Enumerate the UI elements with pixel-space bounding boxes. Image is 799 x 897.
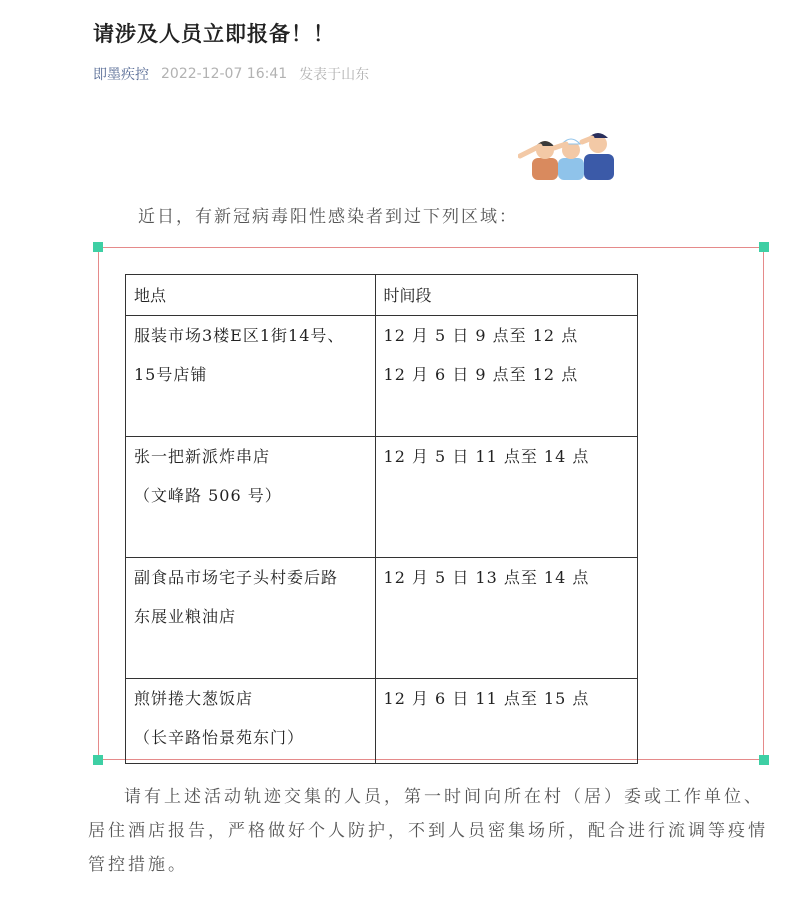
article-meta	[93, 64, 369, 84]
author-link[interactable]: 即墨疾控	[93, 67, 149, 83]
resize-handle-bottom-left[interactable]	[93, 755, 103, 765]
place-cell	[126, 316, 376, 437]
publish-time: 2022-12-07 16:41	[161, 66, 288, 82]
place-cell	[126, 437, 376, 558]
table-row	[126, 437, 638, 558]
place-line: 煎饼捲大葱饭店	[134, 689, 254, 708]
header-time: 时间段	[375, 275, 637, 316]
time-line: 12 月 6 日 9 点至 12 点	[383, 365, 579, 384]
publish-location: 发表于山东	[299, 67, 370, 83]
place-cell	[126, 679, 376, 764]
time-cell	[375, 558, 637, 679]
place-line: 张一把新派炸串店	[134, 447, 271, 466]
place-line: 服装市场3楼E区1街14号、	[134, 326, 345, 345]
salute-people-illustration	[518, 128, 618, 180]
time-line: 12 月 5 日 11 点至 14 点	[383, 447, 590, 466]
time-cell	[375, 316, 637, 437]
resize-handle-top-right[interactable]	[759, 242, 769, 252]
time-line: 12 月 6 日 11 点至 15 点	[383, 689, 590, 708]
intro-paragraph: 近日，有新冠病毒阳性感染者到过下列区域：	[138, 207, 518, 227]
resize-handle-top-left[interactable]	[93, 242, 103, 252]
time-cell	[375, 679, 637, 764]
place-line: 15号店铺	[134, 365, 208, 384]
resize-handle-bottom-right[interactable]	[759, 755, 769, 765]
header-place: 地点	[126, 275, 376, 316]
outro-paragraph: 请有上述活动轨迹交集的人员，第一时间向所在村（居）委或工作单位、居住酒店报告，严格做好个人防护，不到人员密集场所，配合进行流调等疫情管控措施。	[88, 787, 768, 875]
place-line: 东展业粮油店	[134, 607, 237, 626]
table-row	[126, 316, 638, 437]
time-line: 12 月 5 日 13 点至 14 点	[383, 568, 590, 587]
time-line: 12 月 5 日 9 点至 12 点	[383, 326, 579, 345]
article-title: 请涉及人员立即报备！！	[93, 22, 335, 46]
table-header-row	[126, 275, 638, 316]
place-line: （长辛路怡景苑东门）	[134, 728, 305, 747]
place-cell	[126, 558, 376, 679]
table-row	[126, 558, 638, 679]
table-row	[126, 679, 638, 764]
locations-table	[125, 274, 638, 764]
place-line: 副食品市场宅子头村委后路	[134, 568, 339, 587]
place-line: （文峰路 506 号）	[134, 486, 282, 505]
time-cell	[375, 437, 637, 558]
